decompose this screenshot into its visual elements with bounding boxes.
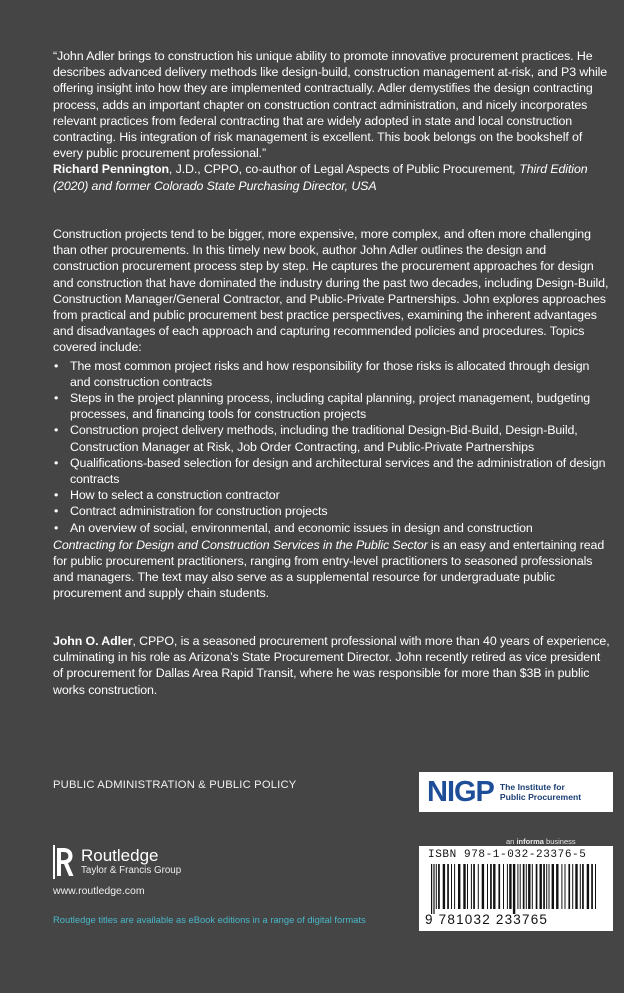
barcode-bar bbox=[528, 864, 530, 909]
barcode-bar bbox=[568, 864, 570, 909]
informa-suffix: business bbox=[543, 837, 576, 846]
barcode-bar bbox=[552, 864, 554, 909]
barcode-bar bbox=[431, 864, 432, 914]
publisher-website: www.routledge.com bbox=[53, 885, 145, 897]
barcode-bar bbox=[540, 864, 542, 909]
barcode-bar bbox=[572, 864, 573, 909]
topic-text: The most common project risks and how responsibility for those risks is allocated through design and construction contracts bbox=[70, 358, 590, 389]
barcode-bar bbox=[591, 864, 593, 909]
nigp-tagline-line1: The Institute for bbox=[499, 782, 565, 792]
bullet: • bbox=[54, 520, 59, 535]
barcode-bar bbox=[575, 864, 577, 909]
author-bio-text: , CPPO, is a seasoned procurement professional with more than 40 years of experience, culminating in his role as Arizona’s State Procurement Director. John recently retired as vice president of procurement for Dallas Area Rapid Transit, where he was responsible for more than $3B in public works construction. bbox=[53, 634, 610, 697]
list-item bbox=[53, 358, 613, 390]
barcode-bar bbox=[523, 864, 525, 909]
barcode-bar bbox=[454, 864, 455, 909]
topic-text: Construction project delivery methods, including the traditional Design-Bid-Build, Design-Build, Construction Manager at Risk, Job Order Contracting, and Public-Private Partnerships bbox=[70, 423, 578, 454]
barcode-bar bbox=[503, 864, 504, 909]
list-item bbox=[53, 390, 613, 422]
isbn-text: ISBN 978-1-032-23376-5 bbox=[428, 849, 587, 861]
informa-prefix: an bbox=[506, 837, 517, 846]
nigp-logo bbox=[419, 772, 613, 812]
bullet: • bbox=[54, 423, 59, 438]
endorsement-quote bbox=[53, 48, 609, 194]
barcode-bar bbox=[451, 864, 452, 909]
endorser-name: Richard Pennington bbox=[53, 162, 169, 177]
informa-business-label bbox=[506, 837, 576, 846]
barcode-bar bbox=[487, 864, 488, 909]
endorser-credentials: , J.D., CPPO, co-author of bbox=[168, 162, 314, 177]
publisher-name: Routledge bbox=[81, 846, 159, 865]
nigp-tagline bbox=[500, 782, 581, 802]
description-closing bbox=[53, 537, 613, 602]
barcode-bar bbox=[536, 864, 538, 909]
routledge-wordmark bbox=[81, 847, 181, 877]
bullet: • bbox=[54, 358, 59, 373]
barcode-bar bbox=[517, 864, 518, 909]
author-bio bbox=[53, 633, 613, 698]
endorser-edition: , Third Edition (2020) and former Colorado State Purchasing Director, USA bbox=[53, 162, 588, 193]
barcode-bar bbox=[471, 864, 472, 909]
description-intro: Construction projects tend to be bigger, more expensive, more complex, and often more challenging than other procurements. In this timely new book, author John Adler outlines the design and construction procurement process step by step. He captures the procurement approaches for design and construction that have dominated the industry during the past two decades, including Design-Build, Construction Manager/General Contractor, and Public-Private Partnerships. John explores approaches from practical and public procurement best practice perspectives, examining the inherent advantages and disadvantages of each approach and capturing recommended policies and procedures. Topics covered include: bbox=[53, 227, 609, 355]
list-item bbox=[53, 487, 613, 503]
routledge-r-icon bbox=[53, 845, 75, 879]
topic-text: Contract administration for construction projects bbox=[70, 504, 328, 519]
barcode-bar bbox=[493, 864, 495, 909]
quote-attribution bbox=[53, 161, 609, 193]
barcode-bar bbox=[565, 864, 566, 909]
bullet: • bbox=[54, 504, 59, 519]
barcode-bar bbox=[463, 864, 465, 909]
barcode-bar bbox=[595, 864, 596, 909]
publisher-group: Taylor & Francis Group bbox=[81, 865, 182, 876]
barcode-bar bbox=[582, 864, 584, 909]
barcode-bar bbox=[556, 864, 558, 909]
series-label: PUBLIC ADMINISTRATION & PUBLIC POLICY bbox=[53, 779, 297, 791]
informa-brand: informa bbox=[516, 837, 544, 846]
barcode-bar bbox=[447, 864, 449, 909]
quote-text: “John Adler brings to construction his unique ability to promote innovative procurement practices. He describes advanced delivery methods like design-build, construction management at-risk, and P3 while offering insight into how they are implemented contractually. Adler demystifies the design contracting process, adds an important chapter on construction contract administration, and nicely incorporates relevant practices from federal contracting that are widely adopted in state and local construction contracting. His integration of risk management is excellent. This book belongs on the bookshelf of every public procurement professional.” bbox=[53, 49, 608, 161]
barcode-bar bbox=[580, 864, 581, 909]
nigp-tagline-line2: Public Procurement bbox=[499, 792, 582, 802]
barcode-bar bbox=[490, 864, 492, 909]
nigp-acronym: NIGP bbox=[427, 775, 494, 808]
list-item bbox=[53, 503, 613, 519]
topic-text: Qualifications-based selection for design and architectural services and the administration of design contracts bbox=[70, 455, 606, 487]
barcode-bar bbox=[587, 864, 589, 909]
barcode-bar bbox=[438, 864, 440, 909]
barcode-bar bbox=[473, 864, 475, 909]
barcode-bars bbox=[431, 864, 603, 914]
barcode-bar bbox=[458, 864, 460, 909]
barcode-bar bbox=[467, 864, 468, 909]
barcode-bar bbox=[509, 864, 511, 909]
barcode-bar bbox=[549, 864, 550, 909]
barcode-bar bbox=[436, 864, 437, 909]
bullet: • bbox=[54, 455, 59, 470]
barcode-bar bbox=[532, 864, 533, 909]
isbn-number: 9 781032 233765 bbox=[425, 912, 549, 927]
bullet: • bbox=[54, 488, 59, 503]
barcode-bar bbox=[433, 864, 434, 914]
endorser-book-title: Legal Aspects of Public Procurement bbox=[313, 162, 513, 177]
list-item bbox=[53, 422, 613, 454]
barcode-bar bbox=[546, 864, 547, 909]
ebook-note: Routledge titles are available as eBook editions in a range of digital formats bbox=[53, 914, 366, 925]
author-name: John O. Adler bbox=[53, 634, 133, 648]
barcode-bar bbox=[478, 864, 479, 909]
barcode-bar bbox=[543, 864, 545, 909]
barcode-bar bbox=[443, 864, 445, 909]
list-item bbox=[53, 455, 613, 487]
topic-text: An overview of social, environmental, and economic issues in design and construction bbox=[70, 520, 533, 535]
book-title: Contracting for Design and Construction Services in the Public Sector bbox=[53, 537, 428, 552]
isbn-barcode bbox=[419, 846, 613, 931]
barcode-bar bbox=[520, 864, 521, 909]
list-item bbox=[53, 520, 613, 536]
barcode-bar bbox=[513, 864, 515, 914]
topic-text: How to select a construction contractor bbox=[70, 488, 280, 503]
topic-text: Steps in the project planning process, including capital planning, project management, budgeting processes, and financing tools for construction projects bbox=[70, 391, 591, 422]
bullet: • bbox=[54, 391, 59, 406]
barcode-bar bbox=[498, 864, 500, 909]
barcode-bar bbox=[482, 864, 484, 909]
barcode-bar bbox=[507, 864, 508, 909]
nigp-mark bbox=[427, 775, 494, 808]
barcode-bar bbox=[561, 864, 562, 909]
routledge-logo bbox=[53, 845, 181, 879]
closing-text: is an easy and entertaining read for public procurement practitioners, ranging from entry-level practitioners to seasoned professionals and managers. The text may also serve as a supplemental resource for undergraduate public procurement and supply chain students. bbox=[53, 537, 605, 601]
barcode-bar bbox=[526, 864, 527, 909]
book-description bbox=[53, 226, 613, 602]
topics-list bbox=[53, 358, 613, 536]
